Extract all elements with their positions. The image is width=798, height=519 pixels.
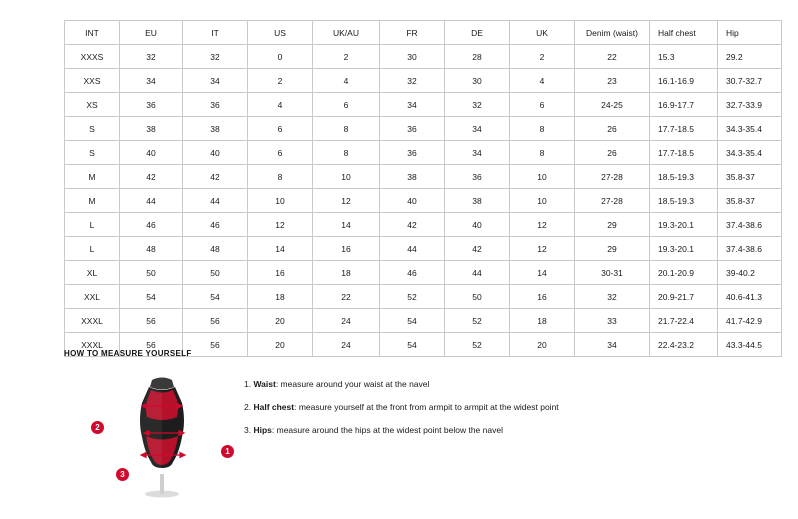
table-cell: 41.7-42.9 [718,309,782,333]
table-cell: 32 [380,69,445,93]
table-cell: 27-28 [575,189,650,213]
table-cell: 56 [183,309,248,333]
table-cell: 21.7-22.4 [650,309,718,333]
table-cell: 2 [313,45,380,69]
table-cell: 2 [248,69,313,93]
table-cell: 29 [575,237,650,261]
table-cell: 42 [183,165,248,189]
table-header-row [65,21,782,45]
table-cell: M [65,189,120,213]
table-cell: 24 [313,333,380,357]
how-to-measure-section [64,349,734,479]
table-cell: 54 [380,333,445,357]
table-cell: 46 [183,213,248,237]
size-chart-table [64,20,782,357]
table-cell: 38 [445,189,510,213]
column-header-hip: Hip [718,21,782,45]
measure-note-waist-text: : measure around your waist at the navel [275,379,430,389]
table-cell: 10 [313,165,380,189]
table-cell: 6 [248,117,313,141]
table-row [65,309,782,333]
measure-note-half-chest-term: Half chest [253,402,295,412]
table-cell: 43.3-44.5 [718,333,782,357]
table-cell: 32 [575,285,650,309]
table-cell: 44 [445,261,510,285]
table-cell: 16 [313,237,380,261]
table-cell: 50 [120,261,183,285]
table-cell: 10 [510,165,575,189]
table-cell: 40 [380,189,445,213]
table-cell: S [65,141,120,165]
table-row [65,165,782,189]
table-cell: 10 [510,189,575,213]
measure-note-hips-number: 3. [244,425,252,435]
column-header-uk-au: UK/AU [313,21,380,45]
table-cell: 12 [510,237,575,261]
table-cell: 48 [120,237,183,261]
table-cell: 8 [510,117,575,141]
table-cell: 20 [248,333,313,357]
table-cell: 29.2 [718,45,782,69]
table-cell: 33 [575,309,650,333]
table-cell: 17.7-18.5 [650,117,718,141]
table-row [65,213,782,237]
table-cell: 30.7-32.7 [718,69,782,93]
table-cell: 26 [575,117,650,141]
table-row [65,141,782,165]
table-row [65,93,782,117]
table-cell: 12 [510,213,575,237]
table-cell: 8 [510,141,575,165]
column-header-denim-waist: Denim (waist) [575,21,650,45]
table-cell: 27-28 [575,165,650,189]
column-header-it: IT [183,21,248,45]
table-cell: XXL [65,285,120,309]
table-cell: 32 [445,93,510,117]
table-cell: 52 [380,285,445,309]
table-cell: 16.1-16.9 [650,69,718,93]
table-cell: 46 [380,261,445,285]
column-header-fr: FR [380,21,445,45]
measure-notes-list [244,378,714,447]
table-cell: 40 [183,141,248,165]
table-cell: 38 [183,117,248,141]
table-cell: 20 [510,333,575,357]
table-cell: 56 [120,309,183,333]
table-cell: 22.4-23.2 [650,333,718,357]
table-cell: 50 [183,261,248,285]
table-cell: 22 [313,285,380,309]
measure-note-waist [244,378,714,390]
table-cell: 32.7-33.9 [718,93,782,117]
column-header-eu: EU [120,21,183,45]
table-cell: 6 [510,93,575,117]
table-cell: 42 [380,213,445,237]
table-cell: 30 [445,69,510,93]
table-cell: 35.8-37 [718,189,782,213]
table-cell: 44 [380,237,445,261]
table-cell: 52 [445,333,510,357]
column-header-uk: UK [510,21,575,45]
table-cell: 42 [445,237,510,261]
mannequin-figure [94,374,234,499]
table-cell: 38 [120,117,183,141]
table-cell: 54 [183,285,248,309]
table-cell: 44 [183,189,248,213]
table-cell: 39-40.2 [718,261,782,285]
marker-2: 2 [91,421,104,434]
table-cell: XS [65,93,120,117]
table-cell: 37.4-38.6 [718,237,782,261]
table-cell: 18 [248,285,313,309]
table-cell: 4 [248,93,313,117]
table-cell: 14 [248,237,313,261]
table-row [65,189,782,213]
column-header-half-chest: Half chest [650,21,718,45]
table-cell: 34 [120,69,183,93]
table-cell: 34.3-35.4 [718,141,782,165]
table-row [65,45,782,69]
measure-note-hips-text: : measure around the hips at the widest point below the navel [271,425,503,435]
table-cell: 12 [313,189,380,213]
marker-3: 3 [116,468,129,481]
table-cell: 35.8-37 [718,165,782,189]
column-header-de: DE [445,21,510,45]
table-cell: XXXS [65,45,120,69]
marker-1: 1 [221,445,234,458]
table-cell: XXS [65,69,120,93]
table-cell: 22 [575,45,650,69]
table-cell: 56 [183,333,248,357]
measure-note-hips-term: Hips [253,425,272,435]
table-cell: 40 [445,213,510,237]
table-row [65,261,782,285]
table-cell: 18.5-19.3 [650,165,718,189]
measure-note-waist-term: Waist [253,379,276,389]
table-cell: 12 [248,213,313,237]
table-row [65,69,782,93]
table-cell: 36 [380,141,445,165]
table-cell: 15.3 [650,45,718,69]
table-cell: 24 [313,309,380,333]
table-cell: 23 [575,69,650,93]
table-cell: 14 [510,261,575,285]
table-cell: 29 [575,213,650,237]
size-chart-header [65,21,782,45]
table-cell: 14 [313,213,380,237]
table-cell: XL [65,261,120,285]
table-cell: 20.9-21.7 [650,285,718,309]
table-cell: XXXL [65,333,120,357]
table-row [65,285,782,309]
table-cell: 18 [510,309,575,333]
table-cell: 18 [313,261,380,285]
table-cell: 36 [183,93,248,117]
table-cell: 24-25 [575,93,650,117]
table-cell: 32 [183,45,248,69]
table-cell: 36 [120,93,183,117]
table-cell: 54 [380,309,445,333]
table-cell: 34 [183,69,248,93]
measure-note-hips [244,424,714,436]
table-cell: 40.6-41.3 [718,285,782,309]
table-cell: XXXL [65,309,120,333]
how-to-measure-title: HOW TO MEASURE YOURSELF [64,349,192,358]
table-cell: 8 [248,165,313,189]
table-cell: 34 [445,117,510,141]
table-cell: 48 [183,237,248,261]
table-cell: 30 [380,45,445,69]
table-cell: S [65,117,120,141]
table-cell: 37.4-38.6 [718,213,782,237]
table-cell: 8 [313,141,380,165]
table-cell: 44 [120,189,183,213]
table-cell: 54 [120,285,183,309]
table-cell: 50 [445,285,510,309]
table-cell: 0 [248,45,313,69]
table-cell: 36 [445,165,510,189]
table-cell: 10 [248,189,313,213]
table-cell: 34 [445,141,510,165]
table-cell: 6 [248,141,313,165]
table-cell: M [65,165,120,189]
mannequin-illustration [94,374,234,499]
measure-note-half-chest-number: 2. [244,402,252,412]
table-cell: 4 [510,69,575,93]
table-cell: 26 [575,141,650,165]
table-cell: 34.3-35.4 [718,117,782,141]
table-cell: 6 [313,93,380,117]
table-cell: 34 [575,333,650,357]
table-row [65,237,782,261]
size-chart-table-wrapper [64,20,762,357]
table-cell: 36 [380,117,445,141]
table-cell: L [65,213,120,237]
table-cell: 34 [380,93,445,117]
table-cell: 17.7-18.5 [650,141,718,165]
table-cell: 18.5-19.3 [650,189,718,213]
table-cell: 8 [313,117,380,141]
column-header-int: INT [65,21,120,45]
table-cell: 20 [248,309,313,333]
measure-note-half-chest-text: : measure yourself at the front from armpit to armpit at the widest point [294,402,559,412]
table-cell: 16.9-17.7 [650,93,718,117]
table-cell: 16 [510,285,575,309]
table-cell: 19.3-20.1 [650,237,718,261]
table-cell: 40 [120,141,183,165]
table-row [65,117,782,141]
measure-note-waist-number: 1. [244,379,252,389]
table-cell: 38 [380,165,445,189]
measure-note-half-chest [244,401,714,413]
table-cell: 46 [120,213,183,237]
table-cell: 32 [120,45,183,69]
table-cell: 30-31 [575,261,650,285]
table-cell: 4 [313,69,380,93]
table-cell: 28 [445,45,510,69]
table-cell: 19.3-20.1 [650,213,718,237]
column-header-us: US [248,21,313,45]
table-cell: 52 [445,309,510,333]
table-cell: 16 [248,261,313,285]
table-cell: 2 [510,45,575,69]
table-cell: L [65,237,120,261]
table-cell: 42 [120,165,183,189]
table-cell: 20.1-20.9 [650,261,718,285]
size-chart-body [65,45,782,357]
table-cell: 56 [120,333,183,357]
